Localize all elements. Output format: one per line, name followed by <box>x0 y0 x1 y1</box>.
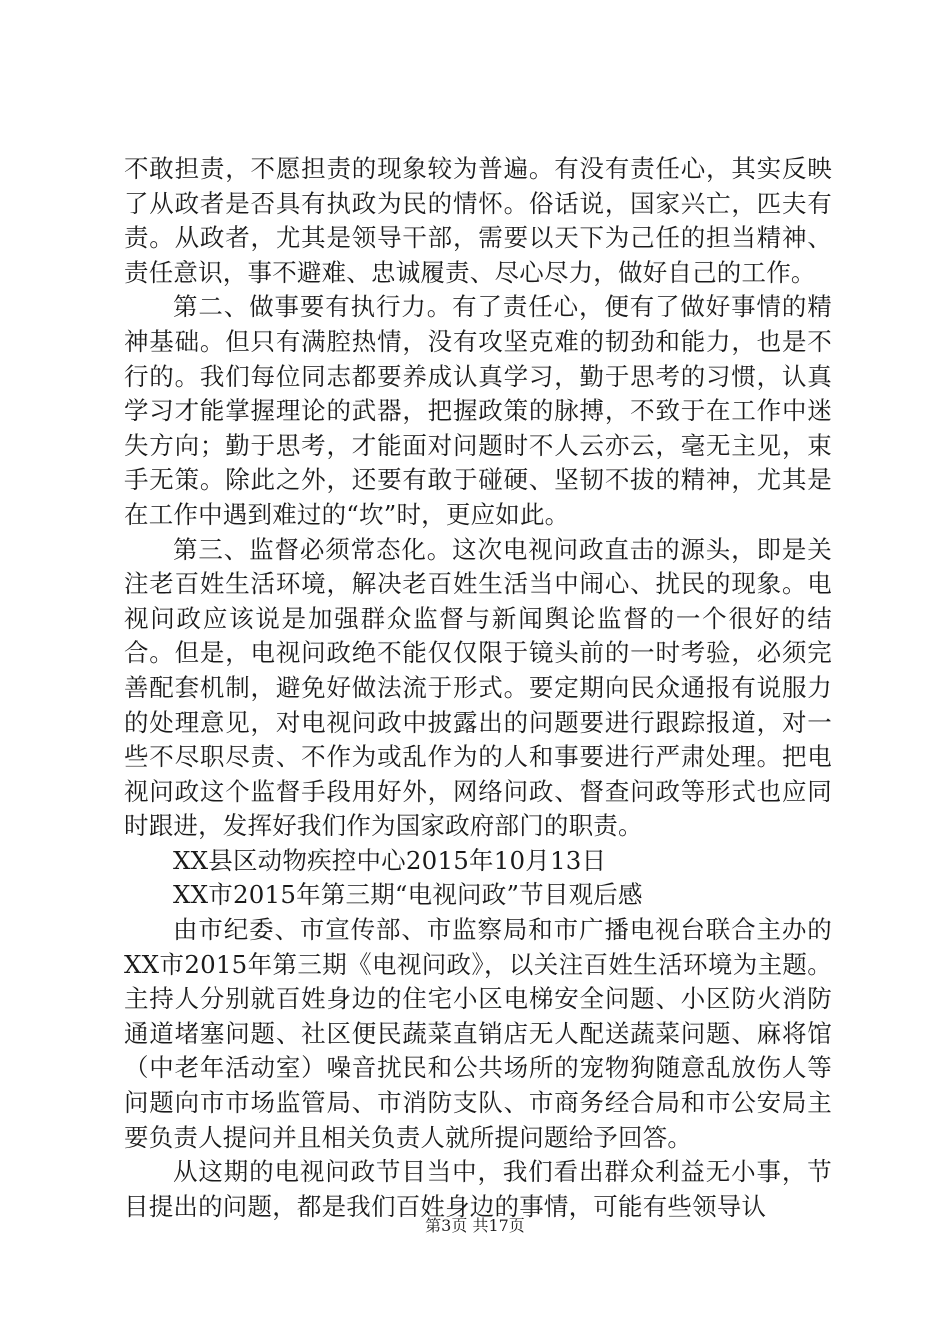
article-title: XX市2015年第三期“电视问政”节目观后感 <box>173 880 643 910</box>
paragraph-reflection: 从这期的电视问政节目当中，我们看出群众利益无小事，节目提出的问题，都是我们百姓身边的事情，可能有些领导认 <box>124 1157 832 1221</box>
paragraph-program-intro: 由市纪委、市宣传部、市监察局和市广播电视台联合主办的XX市2015年第三期《电视问政》，以关注百姓生活环境为主题。主持人分别就百姓身边的住宅小区电梯安全问题、小区防火消防通道堵塞问题、社区便民蔬菜直销店无人配送蔬菜问题、麻将馆（中老年活动室）噪音扰民和公共场所的宠物狗随意乱放伤人等问题向市市场监管局、市消防支队、市商务经合局和市公安局主要负责人提问并且相关负责人就所提问题给予回答。 <box>124 915 832 1152</box>
paragraph-responsibility-end: 不敢担责，不愿担责的现象较为普遍。有没有责任心，其实反映了从政者是否具有执政为民的情怀。俗话说，国家兴亡，匹夫有责。从政者，尤其是领导干部，需要以天下为己任的担当精神、责任意识，事不避难、忠诚履责、尽心尽力，做好自己的工作。 <box>124 154 832 287</box>
paragraph-execution: 第二、做事要有执行力。有了责任心，便有了做好事情的精神基础。但只有满腔热情，没有攻坚克难的韧劲和能力，也是不行的。我们每位同志都要养成认真学习，勤于思考的习惯，认真学习才能掌握理论的武器，把握政策的脉搏，不致于在工作中迷失方向；勤于思考，才能面对问题时不人云亦云，毫无主见，束手无策。除此之外，还要有敢于碰硬、坚韧不拔的精神，尤其是在工作中遇到难过的“坎”时，更应如此。 <box>124 292 832 529</box>
document-body <box>124 152 832 1224</box>
paragraph-supervision: 第三、监督必须常态化。这次电视问政直击的源头，即是关注老百姓生活环境，解决老百姓生活当中闹心、扰民的现象。电视问政应该说是加强群众监督与新闻舆论监督的一个很好的结合。但是，电视问政绝不能仅仅限于镜头前的一时考验，必须完善配套机制，避免好做法流于形式。要定期向民众通报有说服力的处理意见，对电视问政中披露出的问题要进行跟踪报道，对一些不尽职尽责、不作为或乱作为的人和事要进行严肃处理。把电视问政这个监督手段用好外，网络问政、督查问政等形式也应同时跟进，发挥好我们作为国家政府部门的职责。 <box>124 534 832 841</box>
page-number-footer: 第3页 共17页 <box>425 1216 525 1235</box>
signature-line: XX县区动物疾控中心2015年10月13日 <box>173 845 607 875</box>
